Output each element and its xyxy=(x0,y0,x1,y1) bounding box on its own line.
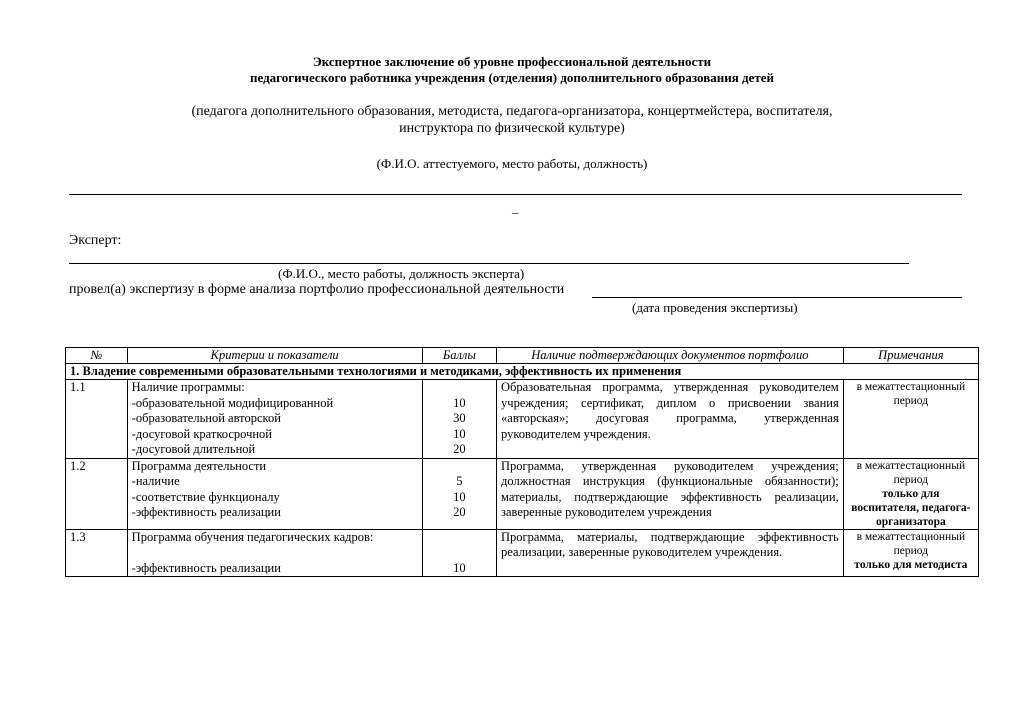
note-text: в межаттестационный период xyxy=(856,381,966,407)
criteria-line: -эффективность реализации xyxy=(131,505,281,519)
criteria-line: -образовательной модифицированной xyxy=(131,395,334,410)
expert-fio-caption: (Ф.И.О., место работы, должность эксперта) xyxy=(278,266,525,281)
score-value: 10 xyxy=(453,426,466,441)
header-scores: Баллы xyxy=(422,348,496,364)
criteria-line: -эффективность реализации xyxy=(131,560,281,575)
header-notes: Примечания xyxy=(843,348,978,364)
row-note xyxy=(843,458,978,529)
row-documents: Образовательная программа, утвержденная руководителем учреждения; сертификат, диплом о присвоении звания «авторская»; досуговая программа, утвержденная руководителем учреждения. xyxy=(497,380,844,459)
attested-fio-line xyxy=(69,194,962,195)
attested-fio-caption: (Ф.И.О. аттестуемого, место работы, должность) xyxy=(376,156,648,171)
criteria-line: Программа деятельности xyxy=(131,458,267,473)
row-documents: Программа, утвержденная руководителем учреждения; должностная инструкция (функциональные обязанности); материалы, подтверждающие эффективность реализации, заверенные руководителем учреждения xyxy=(497,458,844,529)
expertise-date-caption: (дата проведения экспертизы) xyxy=(632,300,798,315)
note-restriction: только для воспитателя, педагога-организатора xyxy=(851,487,971,528)
criteria-line: -образовательной авторской xyxy=(131,411,281,425)
section-title: 1. Владение современными образовательными технологиями и методиками, эффективность их применения xyxy=(66,364,979,380)
note-text: в межаттестационный период xyxy=(856,459,966,486)
header-number: № xyxy=(66,348,128,364)
header-criteria: Критерии и показатели xyxy=(127,348,422,364)
score-value: 20 xyxy=(453,442,466,456)
expert-fio-line xyxy=(69,263,909,264)
score-value: 30 xyxy=(453,411,466,425)
criteria-line: -досуговой краткосрочной xyxy=(131,426,272,441)
table-row xyxy=(66,380,979,459)
criteria-line: -досуговой длительной xyxy=(131,442,256,456)
table-row xyxy=(66,458,979,529)
score-value: 5 xyxy=(456,474,463,488)
row-note xyxy=(843,380,978,459)
criteria-table xyxy=(65,347,979,577)
score-value: 20 xyxy=(453,505,466,519)
score-value: 10 xyxy=(453,560,466,575)
expertise-statement: провел(а) экспертизу в форме анализа портфолио профессиональной деятельности xyxy=(69,282,565,297)
score-value xyxy=(427,459,492,475)
score-value xyxy=(427,530,492,546)
row-documents: Программа, материалы, подтверждающие эффективность реализации, заверенные руководителем учреждения. xyxy=(497,529,844,577)
row-scores xyxy=(422,380,496,459)
row-number: 1.1 xyxy=(66,380,128,459)
expertise-date-line xyxy=(592,297,962,298)
score-value xyxy=(427,380,492,396)
row-number: 1.3 xyxy=(66,529,128,577)
row-criteria xyxy=(127,529,422,577)
section-row xyxy=(66,364,979,380)
row-scores xyxy=(422,529,496,577)
score-value: 10 xyxy=(453,395,466,410)
score-value: 10 xyxy=(453,489,466,504)
criteria-line: Наличие программы: xyxy=(131,380,245,394)
score-value xyxy=(427,545,492,561)
row-scores xyxy=(422,458,496,529)
document-title-line-1: Экспертное заключение об уровне профессиональной деятельности xyxy=(312,54,712,69)
row-number: 1.2 xyxy=(66,458,128,529)
note-text: в межаттестационный период xyxy=(856,530,966,557)
row-criteria xyxy=(127,458,422,529)
document-title-line-2: педагогического работника учреждения (отделения) дополнительного образования детей xyxy=(250,70,774,85)
roles-line-2: инструктора по физической культуре) xyxy=(399,121,625,136)
criteria-line: -наличие xyxy=(131,474,180,488)
row-criteria xyxy=(127,380,422,459)
expert-label: Эксперт: xyxy=(69,233,122,248)
dash-mark: _ xyxy=(512,200,519,215)
criteria-line: Программа обучения педагогических кадров: xyxy=(131,529,374,544)
table-row xyxy=(66,529,979,577)
header-documents: Наличие подтверждающих документов портфолио xyxy=(497,348,844,364)
note-restriction: только для методиста xyxy=(854,558,968,571)
criteria-line: -соответствие функционалу xyxy=(131,489,280,504)
roles-line-1: (педагога дополнительного образования, методиста, педагога-организатора, концертмейстера, воспитателя, xyxy=(191,104,833,119)
table-header-row xyxy=(66,348,979,364)
row-note xyxy=(843,529,978,577)
criteria-line xyxy=(132,545,418,561)
